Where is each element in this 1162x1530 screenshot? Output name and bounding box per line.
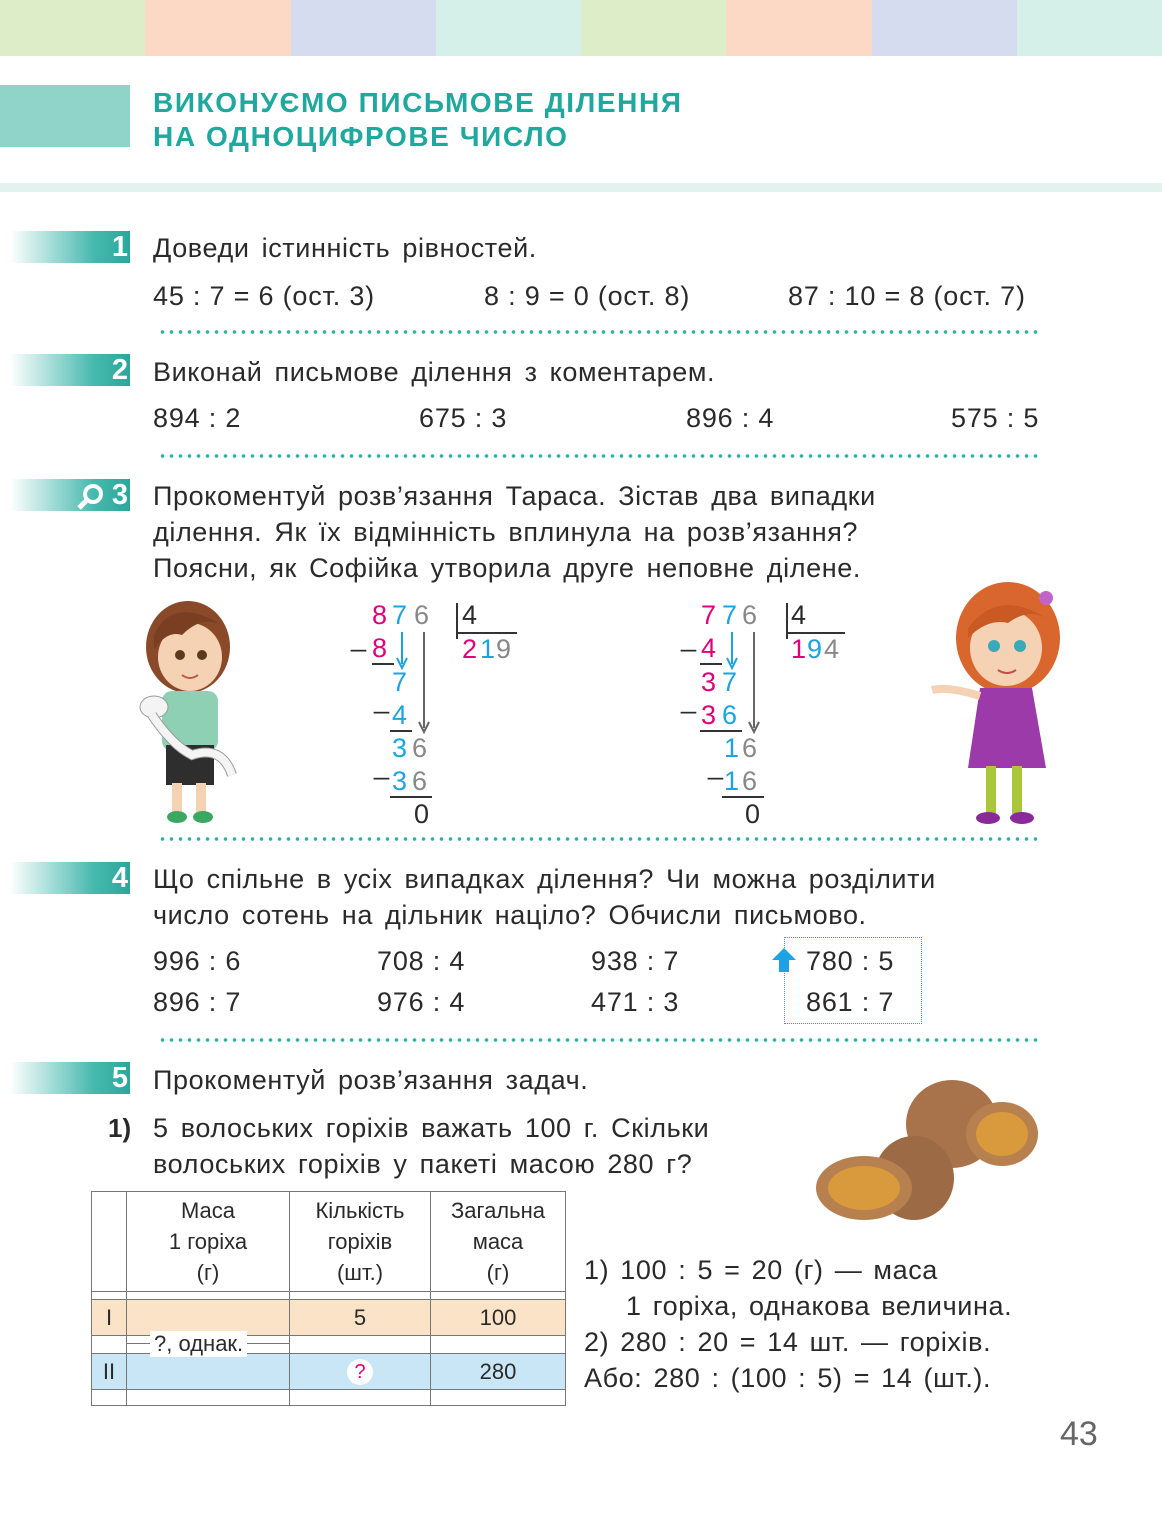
task4-text (153, 861, 936, 933)
table-header: Кількість горіхів (шт.) (290, 1192, 431, 1292)
digit: 6 (412, 766, 428, 796)
dotted-divider (158, 1037, 1038, 1043)
dotted-divider (158, 453, 1038, 459)
digit: 4 (392, 700, 408, 730)
digit: 8 (372, 633, 388, 663)
task4-line: число сотень на дільник націло? Обчисли письмово. (153, 900, 867, 930)
data-table (91, 1191, 566, 1406)
task-number-3: 3 (10, 479, 130, 511)
task2-item: 894 : 2 (153, 403, 242, 433)
digit: 6 (742, 733, 758, 763)
task1-text: Доведи істинність рівностей. (153, 233, 537, 263)
divisor: 4 (791, 600, 807, 630)
solution-line: 2) 280 : 20 = 14 шт. — горіхів. (584, 1327, 992, 1357)
quotient-digit: 4 (824, 634, 840, 664)
task-number-2: 2 (10, 354, 130, 386)
digit: 6 (414, 600, 430, 630)
task-number-1: 1 (10, 231, 130, 263)
task3-line: ділення. Як їх відмінність вплинула на розв’язання? (153, 517, 859, 547)
task4-item: 896 : 7 (153, 987, 242, 1017)
remainder: 0 (414, 799, 430, 829)
task-number-4: 4 (10, 862, 130, 894)
quotient-digit: 2 (462, 634, 478, 664)
digit: 7 (722, 667, 738, 697)
problem-line: 5 волоських горіхів важать 100 г. Скільки (153, 1113, 710, 1143)
problem-text (153, 1110, 709, 1182)
quotient-digit: 1 (791, 634, 807, 664)
digit: 3 (701, 667, 717, 697)
dotted-divider (158, 836, 1038, 842)
table-header: Загальна маса (г) (431, 1192, 566, 1292)
divisor: 4 (462, 600, 478, 630)
boy-illustration (132, 595, 242, 830)
digit: 3 (392, 766, 408, 796)
task1-item: 45 : 7 = 6 (ост. 3) (153, 281, 375, 311)
task4-item: 996 : 6 (153, 946, 242, 976)
task4-item: 938 : 7 (591, 946, 680, 976)
digit: 6 (722, 700, 738, 730)
digit: 7 (392, 600, 408, 630)
subtask-label: 1) (108, 1113, 132, 1143)
header-divider (0, 183, 1162, 192)
digit: 7 (392, 667, 408, 697)
page-number: 43 (1060, 1415, 1098, 1453)
walnuts-illustration (812, 1076, 1040, 1224)
digit: 1 (724, 766, 740, 796)
task1-item: 87 : 10 = 8 (ост. 7) (788, 281, 1026, 311)
page-title-line1: ВИКОНУЄМО ПИСЬМОВЕ ДІЛЕННЯ (153, 87, 683, 118)
task4-item: 976 : 4 (377, 987, 466, 1017)
arrows-icon (394, 628, 434, 736)
task2-item: 896 : 4 (686, 403, 775, 433)
quotient-digit: 9 (496, 634, 512, 664)
digit: 8 (372, 600, 388, 630)
magnifier-icon (76, 482, 106, 510)
digit: 3 (392, 733, 408, 763)
digit: 4 (701, 633, 717, 663)
task5-text: Прокоментуй розв’язання задач. (153, 1065, 589, 1095)
digit: 3 (701, 700, 717, 730)
digit: 6 (742, 766, 758, 796)
top-color-bar (0, 0, 1162, 56)
solution-line: 1) 100 : 5 = 20 (г) — маса (584, 1255, 938, 1285)
girl-illustration (928, 578, 1063, 828)
digit: 7 (701, 600, 717, 630)
task-number-5: 5 (10, 1062, 130, 1094)
task3-line: Прокоментуй розв’язання Тараса. Зістав два випадки (153, 481, 876, 511)
header-band (0, 85, 130, 147)
digit: 6 (742, 600, 758, 630)
task4-line: Що спільне в усіх випадках ділення? Чи можна розділити (153, 864, 936, 894)
arrow-up-icon (770, 946, 798, 974)
question-badge: ? (347, 1359, 373, 1385)
solution-line: 1 горіха, однакова величина. (626, 1291, 1013, 1321)
task2-item: 575 : 5 (951, 403, 1040, 433)
digit: 7 (722, 600, 738, 630)
quotient-digit: 9 (807, 634, 823, 664)
task4-item: 471 : 3 (591, 987, 680, 1017)
remainder: 0 (745, 799, 761, 829)
brace-note: ?, однак. (150, 1331, 247, 1357)
page-title-line2: НА ОДНОЦИФРОВЕ ЧИСЛО (153, 121, 569, 152)
arrows-icon (722, 628, 762, 736)
task3-line: Поясни, як Софійка утворила друге неповне ділене. (153, 553, 861, 583)
problem-line: волоських горіхів у пакеті масою 280 г? (153, 1149, 693, 1179)
digit: 1 (724, 733, 740, 763)
task4-item: 861 : 7 (806, 987, 895, 1017)
task3-text (153, 478, 876, 586)
task4-item: 708 : 4 (377, 946, 466, 976)
page-title (153, 86, 683, 154)
digit: 6 (412, 733, 428, 763)
task1-item: 8 : 9 = 0 (ост. 8) (484, 281, 691, 311)
table-row: I 5 100 (92, 1300, 566, 1336)
table-row: II ? 280 (92, 1354, 566, 1390)
dotted-divider (158, 329, 1038, 335)
task4-item: 780 : 5 (806, 946, 895, 976)
task2-item: 675 : 3 (419, 403, 508, 433)
solution-line: Або: 280 : (100 : 5) = 14 (шт.). (584, 1363, 992, 1393)
task2-text: Виконай письмове ділення з коментарем. (153, 357, 716, 387)
table-header: Маса 1 горіха (г) (127, 1192, 290, 1292)
quotient-digit: 1 (480, 634, 496, 664)
